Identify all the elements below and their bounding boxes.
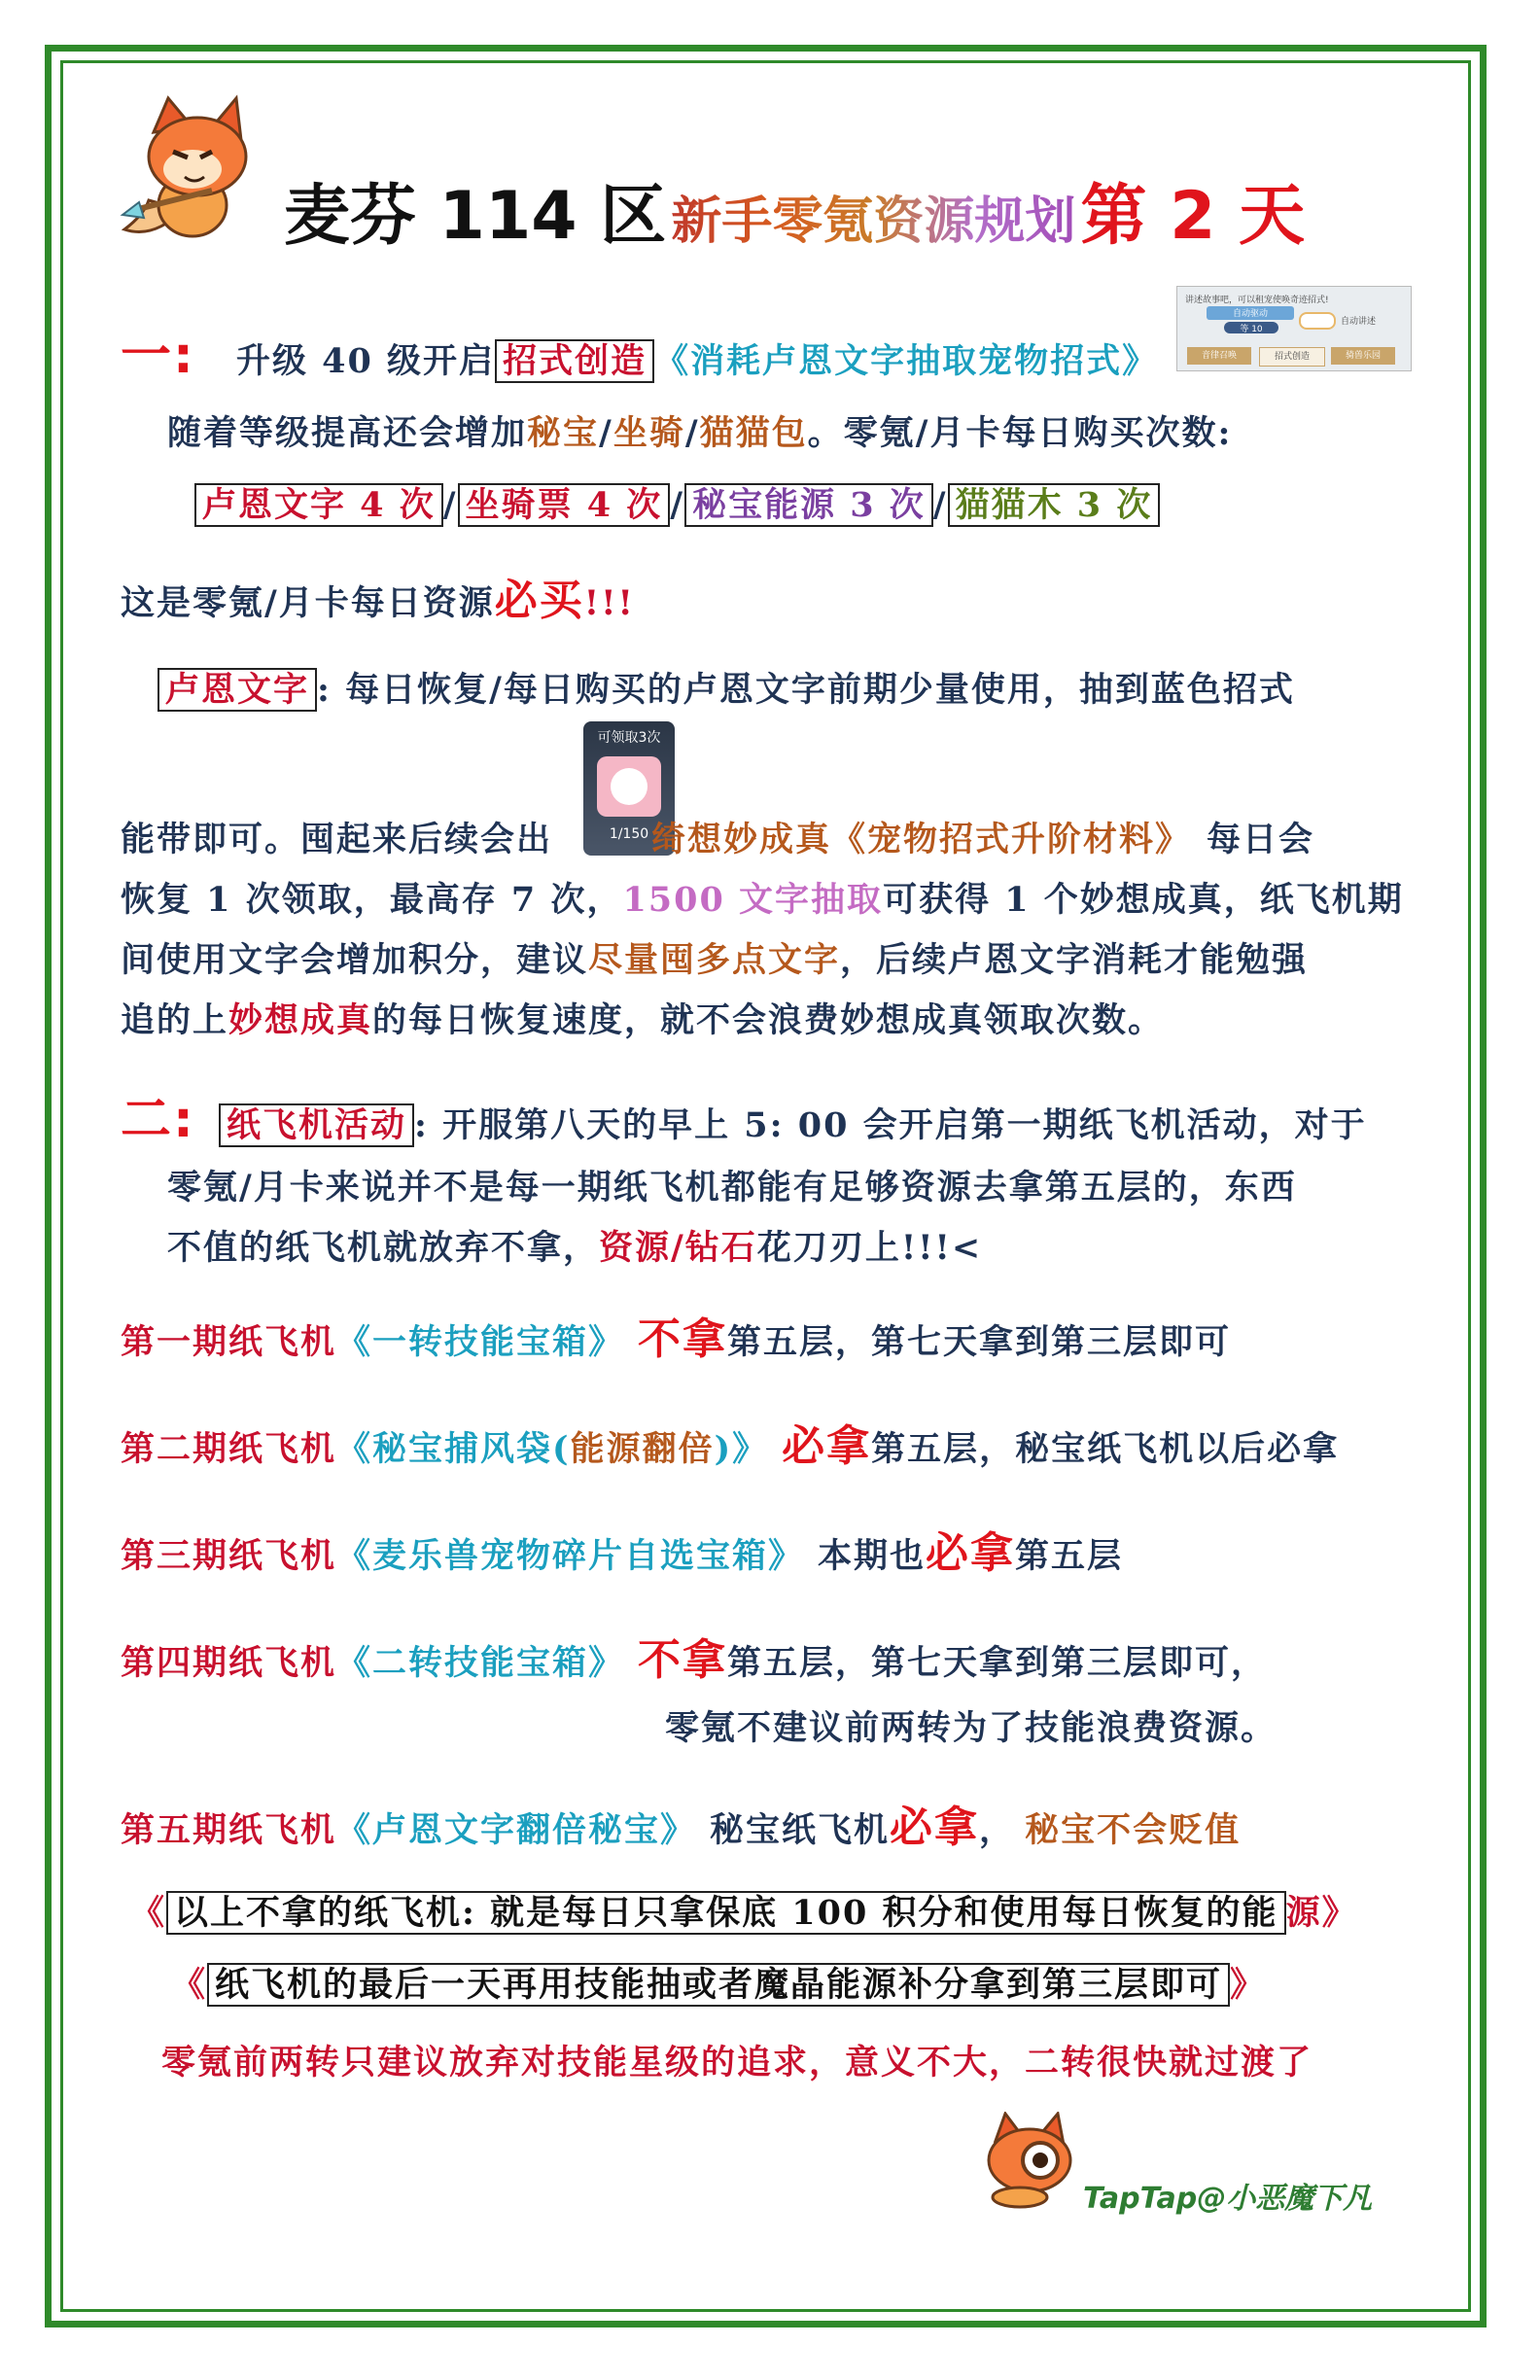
mascot-cat-icon [115,93,261,249]
section1-line2 [167,412,1232,455]
widget-tab-1: 音律召唤 [1187,347,1251,365]
text: 零氪不建议前两转为了技能浪费资源。 [665,1708,1278,1748]
text: 尽量囤多点文字 [588,940,841,980]
rune-paragraph-line3 [121,879,1404,922]
final-advice [161,2042,1312,2084]
text: 本期也 [818,1536,927,1576]
text: 猫猫包 [699,413,808,453]
title-black: 麦芬 114 区 [284,178,667,255]
text: 《卢恩文字翻倍秘宝》 [336,1810,697,1850]
note2-box: 纸飞机的最后一天再用技能抽或者魔晶能源补分拿到第三层即可 [207,1963,1230,2007]
text: 秘宝 [527,413,600,453]
buy-item: 猫猫木 3 次 [948,483,1161,527]
text: 必拿 [926,1528,1016,1578]
text: 必买 [494,576,584,625]
text: 坐骑 [612,413,685,453]
text: 第三期纸飞机 [121,1536,337,1576]
text: 花刀刃上!!!< [756,1228,983,1268]
section2-line2 [167,1167,1297,1209]
note1-line [130,1892,1358,1935]
text: 升级 40 级开启 [235,341,496,381]
text: 第五期纸飞机 [121,1810,337,1850]
text: 不拿 [638,1314,728,1364]
text: / [442,485,458,525]
text: 第一期纸飞机 [121,1322,337,1362]
reward-card-caption: 可领取3次 [597,730,661,746]
widget-auto-btn: 自动驱动 [1207,306,1294,320]
text: )》 [714,1429,769,1469]
text: 《宠物招式升阶材料》 [831,820,1192,859]
section1-number: 一: [121,327,195,385]
text: 源》 [1285,1893,1358,1933]
text: 第四期纸飞机 [121,1643,337,1683]
note1-box: 以上不拿的纸飞机: 就是每日只拿保底 100 积分和使用每日恢复的能 [166,1891,1286,1935]
text: 能带即可。囤起来后续会出 [121,820,553,859]
section2-number: 二: [121,1091,195,1149]
section2-line1 [121,1091,1367,1149]
buy-item: 坐骑票 4 次 [458,483,671,527]
text: 》 [1230,1965,1267,2005]
phase4-note [665,1707,1277,1750]
phase2-line [121,1421,1340,1471]
title-gradient: 新手零氪资源规划 [671,192,1076,251]
text: : 开服第八天的早上 5: 00 会开启第一期纸飞机活动，对于 [414,1105,1367,1145]
page-title [284,163,1305,258]
section2-line3 [167,1227,982,1270]
widget-auto-label: 自动讲述 [1341,317,1377,327]
text: 第五层，第七天拿到第三层即可 [727,1322,1232,1362]
text: / [684,413,700,453]
text: 可获得 1 个妙想成真，纸飞机期 [883,880,1404,920]
text: 秘宝不会贬值 [1025,1810,1242,1850]
phase5-line [121,1802,1242,1852]
rune-box: 卢恩文字 [158,668,317,712]
text: 必拿 [782,1421,872,1471]
text: 零氪前两转只建议放弃对技能星级的追求，意义不大，二转很快就过渡了 [161,2043,1313,2082]
text: 第五层，秘宝纸飞机以后必拿 [871,1429,1340,1469]
text: 第二期纸飞机 [121,1429,337,1469]
widget-toggle-icon [1299,312,1336,330]
reward-card-pet-icon [597,756,661,817]
widget-tab-2: 招式创造 [1259,347,1325,367]
text: 能源翻倍 [570,1429,715,1469]
rune-paragraph-line4 [121,939,1308,982]
text: 绮想妙成真 [651,820,832,859]
text: !!! [583,583,635,623]
buy-item: 秘宝能源 3 次 [684,483,933,527]
text: 妙想成真 [228,1000,373,1040]
text: 恢复 1 次领取，最高存 7 次， [121,880,623,920]
text: / [599,413,613,453]
game-ui-screenshot [1176,286,1412,371]
widget-caption: 讲述故事吧，可以租宠使唤奇迹招式! [1185,296,1329,305]
text: 秘宝纸飞机 [710,1810,891,1850]
text: 随着等级提高还会增加 [167,413,528,453]
text: 不值的纸飞机就放弃不拿， [167,1228,600,1268]
title-red: 第 2 天 [1080,178,1306,255]
phase4-line [121,1635,1268,1685]
phase3-line [121,1528,1124,1578]
text: 《 [171,1965,208,2005]
text: 的每日恢复速度，就不会浪费妙想成真领取次数。 [372,1000,1165,1040]
text: 1500 文字抽取 [622,880,884,920]
footer-mascot-icon [976,2112,1083,2209]
author-signature: TapTap@小恶魔下凡 [1083,2182,1373,2216]
paper-plane-box: 纸飞机活动 [219,1103,414,1147]
phase1-line [121,1314,1232,1364]
text: ，后续卢恩文字消耗才能勉强 [840,940,1309,980]
text: / [932,485,948,525]
buy-item: 卢恩文字 4 次 [194,483,443,527]
rune-paragraph-line1 [158,669,1295,712]
text: 《消耗卢恩文字抽取宠物招式》 [654,341,1159,381]
text: 《麦乐兽宠物碎片自选宝箱》 [336,1536,805,1576]
text: 不拿 [638,1635,728,1685]
text: 每日会 [1207,820,1315,859]
note2-line [171,1964,1266,2007]
text: / [670,485,685,525]
daily-buy-list [194,484,1160,527]
reward-card-count: 1/150 [609,826,649,842]
text: 第五层，第七天拿到第三层即可， [727,1643,1268,1683]
text: 追的上 [121,1000,229,1040]
rune-paragraph-line5 [121,999,1164,1042]
text: 《秘宝捕风袋( [336,1429,571,1469]
text: 《二转技能宝箱》 [336,1643,625,1683]
widget-tab-3: 骑兽乐园 [1331,347,1395,365]
text: 零氪/月卡来说并不是每一期纸飞机都能有足够资源去拿第五层的，东西 [167,1168,1297,1208]
text: 资源/钻石 [599,1228,757,1268]
section1-line1 [121,327,1159,385]
widget-level-pill: 等 10 [1224,322,1278,333]
rune-paragraph-line2 [121,819,1314,861]
text: 《 [130,1893,167,1933]
text: 这是零氪/月卡每日资源 [121,583,495,623]
text: ， [979,1810,1016,1850]
text: 必拿 [890,1802,980,1852]
text: : 每日恢复/每日购买的卢恩文字前期少量使用，抽到蓝色招式 [317,670,1295,710]
text: 。零氪/月卡每日购买次数: [807,413,1233,453]
text: 《一转技能宝箱》 [336,1322,625,1362]
skill-create-box: 招式创造 [495,339,654,383]
text: 第五层 [1015,1536,1124,1576]
must-buy-line [121,576,635,625]
text: 间使用文字会增加积分，建议 [121,940,589,980]
